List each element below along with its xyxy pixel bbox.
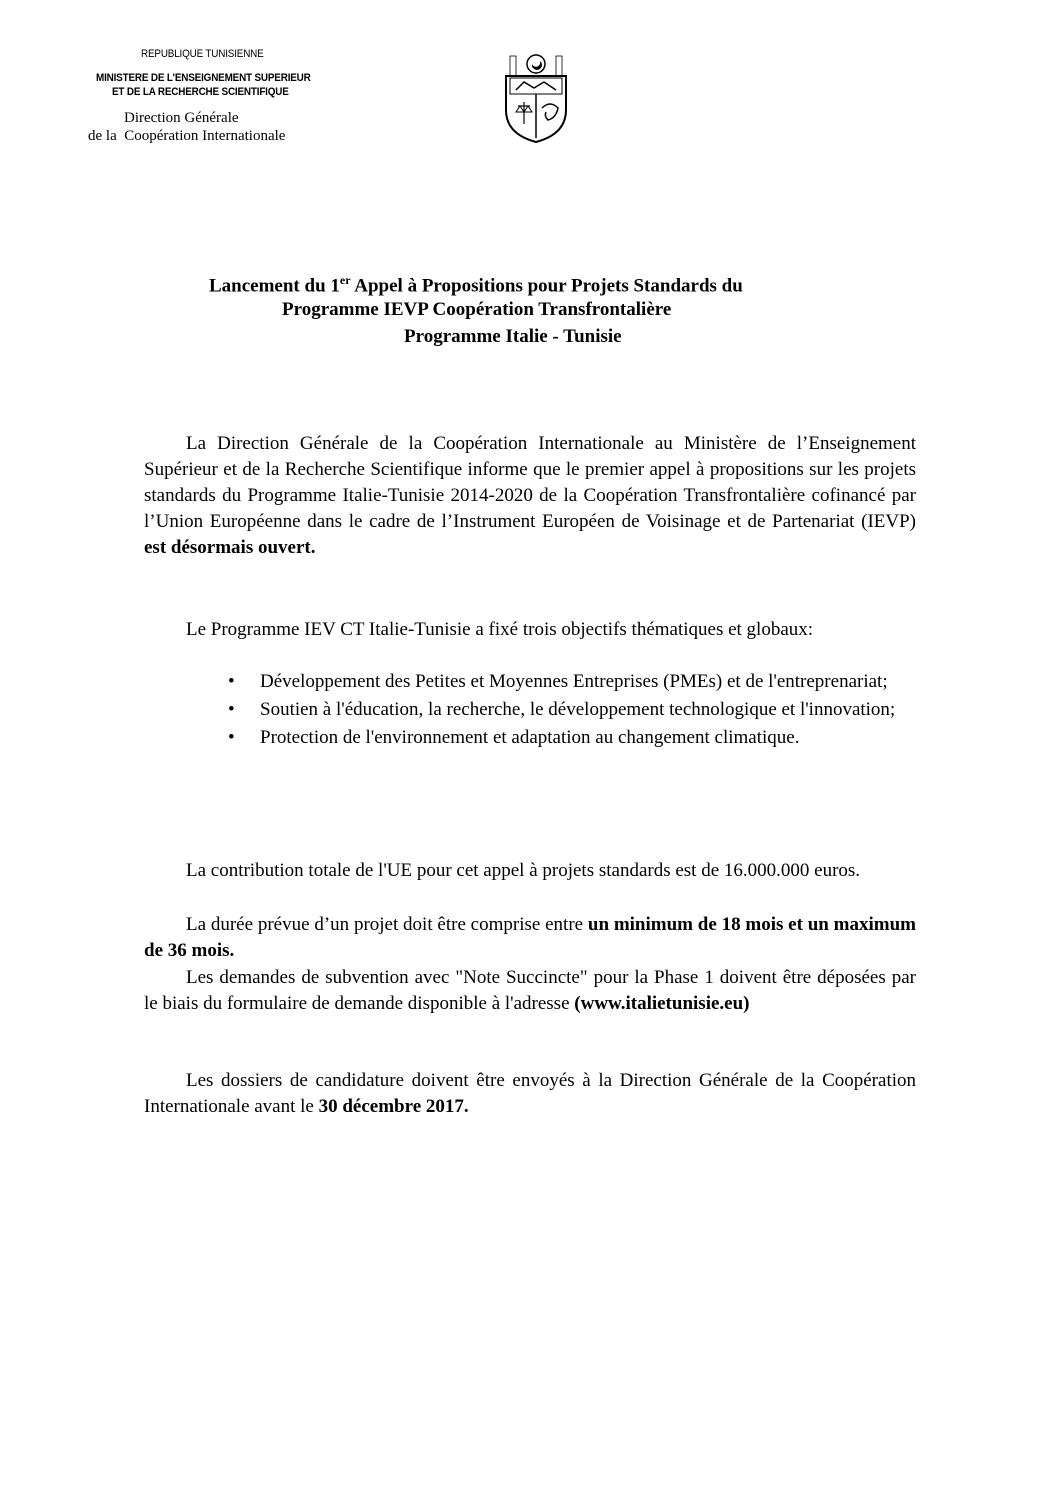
title-line-1-pre: Lancement du 1 bbox=[209, 275, 340, 297]
list-item: • Protection de l'environnement et adaptation au changement climatique. bbox=[228, 725, 916, 751]
header-republic: REPUBLIQUE TUNISIENNE bbox=[141, 48, 264, 60]
header-direction-line1: Direction Générale bbox=[124, 110, 239, 126]
paragraph-submission bbox=[144, 965, 916, 1017]
submission-text: Les demandes de subvention avec "Note Succincte" pour la Phase 1 doivent être déposées par le biais du formulaire de demande disponible à l'adresse bbox=[144, 967, 916, 1014]
title-line-1-sup: er bbox=[339, 273, 351, 287]
submission-website: (www.italietunisie.eu) bbox=[574, 993, 750, 1014]
header-ministry-line2: ET DE LA RECHERCHE SCIENTIFIQUE bbox=[112, 86, 289, 98]
objectives-list bbox=[228, 669, 916, 753]
paragraph-duration bbox=[144, 912, 916, 964]
list-item: • Soutien à l'éducation, la recherche, le développement technologique et l'innovation; bbox=[228, 697, 916, 723]
paragraph-contribution: La contribution totale de l'UE pour cet appel à projets standards est de 16.000.000 euros. bbox=[186, 860, 861, 881]
paragraph-deadline bbox=[144, 1068, 916, 1120]
list-item: • Développement des Petites et Moyennes Entreprises (PMEs) et de l'entreprenariat; bbox=[228, 669, 916, 695]
duration-range: un minimum de 18 mois et un maximum de 36 mois. bbox=[144, 914, 916, 961]
title-line-3: Programme Italie - Tunisie bbox=[404, 326, 622, 347]
paragraph-objectives-intro: Le Programme IEV CT Italie-Tunisie a fixé trois objectifs thématiques et globaux: bbox=[186, 619, 814, 640]
announcement-text: La Direction Générale de la Coopération Internationale au Ministère de l’Enseignement Supérieur et de la Recherche Scientifique informe que le premier appel à propositions sur les projets standards du Programme Italie-Tunisie 2014-2020 de la Coopération Transfrontalière cofinancé par l’Union Européenne dans le cadre de l’Instrument Européen de Voisinage et de Partenariat (IEVP) bbox=[144, 433, 916, 532]
title-line-1-post: Appel à Propositions pour Projets Standards du bbox=[350, 275, 743, 297]
title-line-2: Programme IEVP Coopération Transfrontalière bbox=[282, 299, 672, 320]
header-direction-line2: de la Coopération Internationale bbox=[88, 128, 286, 144]
paragraph-announcement bbox=[144, 431, 916, 561]
header-ministry-line1: MINISTERE DE L'ENSEIGNEMENT SUPERIEUR bbox=[96, 72, 311, 84]
duration-text: La durée prévue d’un projet doit être comprise entre bbox=[186, 914, 588, 935]
tunisia-coat-of-arms-icon bbox=[500, 52, 572, 144]
deadline-text: Les dossiers de candidature doivent être envoyés à la Direction Générale de la Coopération Internationale avant le bbox=[144, 1070, 916, 1117]
title-line-1 bbox=[209, 273, 743, 297]
deadline-date: 30 décembre 2017. bbox=[318, 1096, 469, 1117]
announcement-open-status: est désormais ouvert. bbox=[144, 537, 316, 558]
